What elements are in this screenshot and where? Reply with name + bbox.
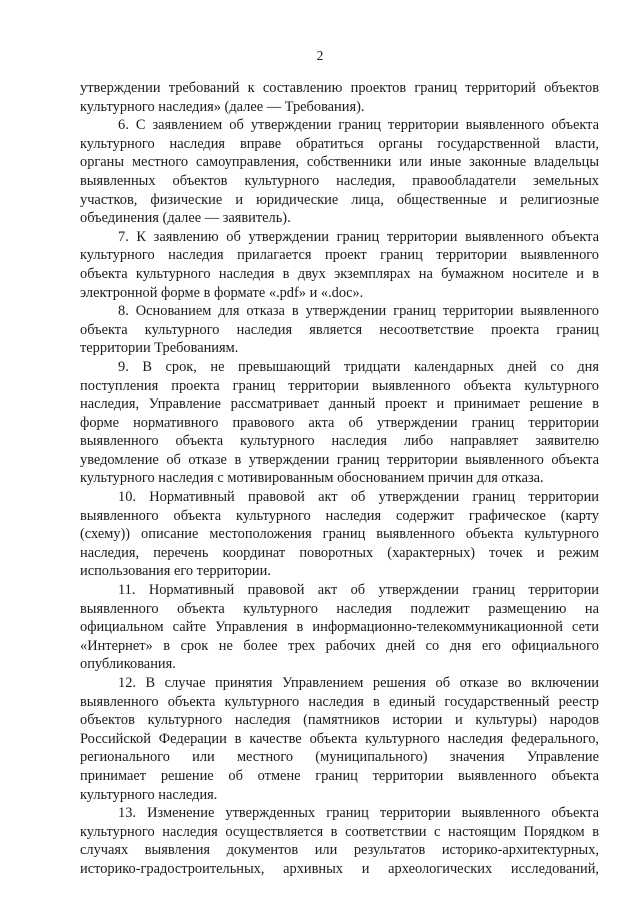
text-line: выявленного объекта культурного наследия подлежит размещению на	[80, 600, 599, 617]
text-line: уведомление об отказе в утверждении границ территории выявленного объекта	[80, 451, 599, 468]
text-line: выявленного объекта культурного наследия содержит графическое (карту	[80, 507, 599, 524]
paragraph-item-13: 13. Изменение утвержденных границ территории выявленного объекта	[118, 805, 599, 822]
text-line: регионального или местного (муниципального) значения Управление	[80, 749, 599, 766]
text-line: (схему)) описание местоположения границ выявленного объекта культурного	[80, 526, 599, 543]
text-line: культурного наследия вправе обратиться органы государственной власти,	[80, 135, 599, 152]
text-line: электронной форме в формате «.pdf» и «.doc».	[80, 284, 364, 301]
paragraph-item-9: 9. В срок, не превышающий тридцати календарных дней со дня	[118, 358, 599, 375]
text-line: органы местного самоуправления, собственники или иные законные владельцы	[80, 154, 599, 171]
text-line: объекта культурного наследия в двух экземплярах на бумажном носителе и в	[80, 265, 599, 282]
text-line: территории Требованиям.	[80, 340, 239, 357]
text-line: официальном сайте Управления в информационно-телекоммуникационной сети	[80, 619, 599, 636]
text-line: утверждении требований к составлению проектов границ территорий объектов	[80, 80, 599, 96]
text-line: случаях выявления документов или результатов историко-архитектурных,	[80, 842, 599, 859]
text-line: объекта культурного наследия является несоответствие проекта границ	[80, 321, 599, 338]
text-line: культурного наследия с мотивированным обоснованием причин для отказа.	[80, 470, 544, 487]
paragraph-item-7: 7. К заявлению об утверждении границ территории выявленного объекта	[118, 228, 599, 245]
text-line: Российской Федерации в качестве объекта культурного наследия федерального,	[80, 730, 599, 747]
text-line: «Интернет» в срок не более трех рабочих дней со дня его официального	[80, 637, 599, 654]
text-line: культурного наследия» (далее — Требования).	[80, 98, 365, 115]
document-body	[80, 79, 599, 879]
text-line: форме нормативного правового акта об утверждении границ территории	[80, 414, 599, 431]
text-line: наследия, Управление рассматривает данный проект и принимает решение в	[80, 396, 599, 413]
text-line: культурного наследия.	[80, 786, 218, 803]
text-line: участков, физические и юридические лица, общественные и религиозные	[80, 191, 599, 208]
paragraph-item-10: 10. Нормативный правовой акт об утверждении границ территории	[118, 489, 599, 506]
paragraph-item-12: 12. В случае принятия Управлением решения об отказе во включении	[118, 675, 599, 691]
text-line: выявленного объекта культурного наследия либо направляет заявителю	[80, 433, 599, 450]
text-line: выявленного объекта культурного наследия в единый государственный реестр	[80, 693, 599, 710]
paragraph-item-8: 8. Основанием для отказа в утверждении границ территории выявленного	[118, 303, 599, 320]
text-line: использования его территории.	[80, 563, 271, 580]
text-line: поступления проекта границ территории выявленного объекта культурного	[80, 377, 599, 394]
text-line: культурного наследия осуществляется в соответствии с настоящим Порядком в	[80, 823, 599, 840]
text-line: опубликования.	[80, 656, 176, 673]
text-line: объединения (далее — заявитель).	[80, 210, 291, 227]
paragraph-item-11: 11. Нормативный правовой акт об утверждении границ территории	[118, 582, 599, 599]
paragraph-item-6: 6. С заявлением об утверждении границ территории выявленного объекта	[118, 117, 599, 134]
text-line: выявленных объектов культурного наследия, правообладатели земельных	[80, 172, 599, 189]
text-line: историко-градостроительных, архивных и археологических исследований,	[80, 860, 599, 877]
text-line: наследия, перечень координат поворотных (характерных) точек и режим	[80, 544, 599, 561]
text-line: культурного наследия прилагается проект границ территории выявленного	[80, 247, 599, 264]
text-line: принимает решение об отмене границ территории выявленного объекта	[80, 767, 599, 784]
page-number: 2	[316, 48, 324, 63]
text-line: объектов культурного наследия (памятников истории и культуры) народов	[80, 712, 599, 729]
